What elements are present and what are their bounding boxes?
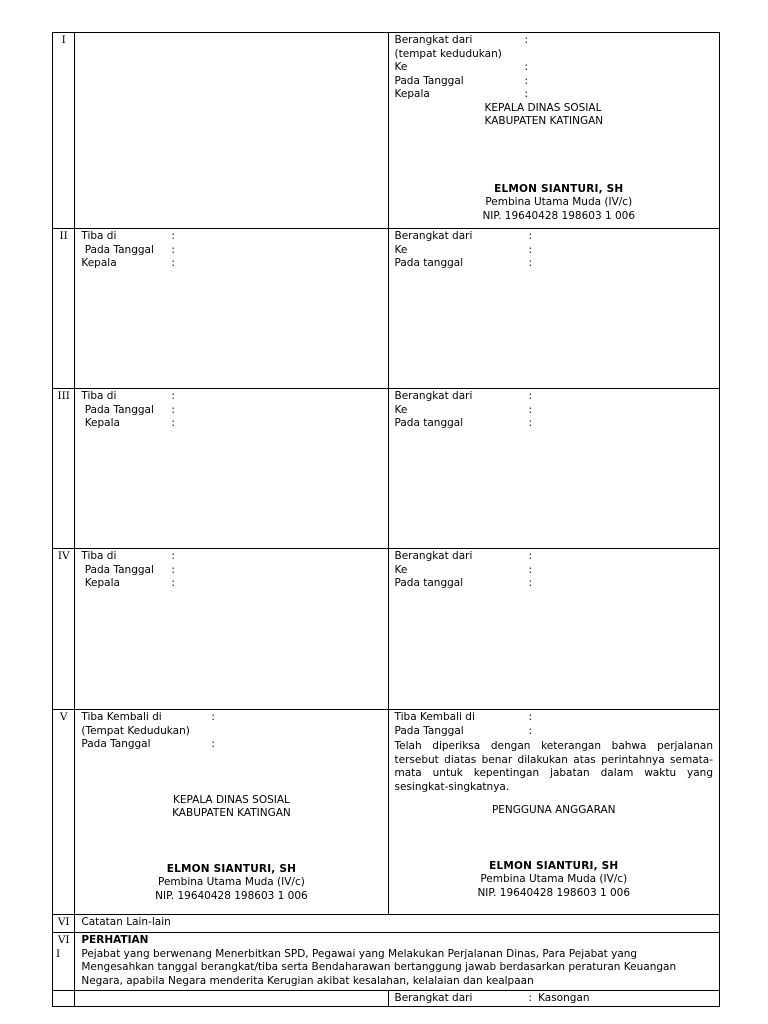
field-kepala: [395, 88, 713, 102]
signer-name: ELMON SIANTURI, SH: [494, 182, 624, 195]
row-number-line: I: [56, 947, 61, 960]
field-tiba-kembali: [81, 711, 381, 725]
verification-statement: Telah diperiksa dengan keterangan bahwa perjalanan tersebut diatas benar dilakukan atas perintahnya semata-mata untuk kepentingan jabatan dalam waktu yang sesingkat-singkatnya.: [394, 740, 713, 793]
left-cell: [75, 710, 388, 915]
field-tanggal: [395, 417, 713, 431]
signer-rank: Pembina Utama Muda (IV/c): [158, 876, 305, 888]
field-colon: :: [524, 74, 529, 87]
field-tanggal: [395, 577, 713, 591]
field-ke: [395, 564, 713, 578]
field-label: Pada Tanggal: [81, 403, 154, 416]
field-berangkat: [395, 34, 713, 48]
field-label: Berangkat dari: [394, 230, 473, 242]
left-cell-empty: [75, 33, 388, 229]
field-kepala: [81, 257, 381, 271]
office-line: KEPALA DINAS SOSIAL: [172, 793, 290, 806]
field-colon: :: [524, 88, 529, 100]
row-number: VI: [53, 915, 75, 933]
attention-text: Pejabat yang berwenang Menerbitkan SPD, Pegawai yang Melakukan Perjalanan Dinas, Para Pejabat yang Mengesahkan tanggal berangkat/tiba serta Bendaharawan bertanggung jawab berdasarkan peraturan Keuangan Negara, apabila Negara menderita Kerugian akibat kesalahan, kelalaian dan kealpaan: [81, 947, 677, 987]
signer-nip: NIP. 19640428 198603 1 006: [155, 889, 308, 902]
office-line: KABUPATEN KATINGAN: [172, 807, 291, 819]
field-label: Ke: [394, 243, 408, 256]
field-label: Pada Tanggal: [81, 738, 151, 750]
field-berangkat: [395, 390, 713, 404]
field-tanggal: [81, 404, 381, 418]
field-label: Berangkat dari: [394, 34, 473, 46]
row-iv: [53, 549, 720, 710]
field-colon: :: [528, 243, 533, 256]
right-cell: [388, 229, 719, 389]
field-berangkat: [395, 550, 713, 564]
office-title: [81, 794, 381, 821]
field-kepala: [81, 417, 381, 431]
field-label: Pada Tanggal: [394, 724, 464, 737]
field-label: Berangkat dari: [394, 992, 473, 1004]
row-number-empty: [53, 991, 75, 1007]
field-colon: :: [528, 563, 533, 576]
signer-name: ELMON SIANTURI, SH: [489, 859, 619, 872]
signer-nip: NIP. 19640428 198603 1 006: [477, 886, 631, 899]
field-tempat: (tempat kedudukan): [394, 47, 502, 60]
field-colon: :: [528, 711, 533, 723]
field-label: Kepala: [81, 577, 120, 589]
field-label: Tiba di: [81, 550, 117, 562]
field-label: Pada Tanggal: [81, 563, 154, 576]
field-colon: :: [528, 577, 533, 589]
row-number: III: [53, 389, 75, 549]
travel-order-form: [52, 32, 720, 1007]
field-label: Pada tanggal: [394, 417, 464, 429]
row-iii: [53, 389, 720, 549]
right-cell: [388, 549, 719, 710]
field-berangkat: [395, 992, 713, 1006]
field-label: Ke: [394, 61, 408, 73]
field-tiba: [81, 390, 381, 404]
field-label: Ke: [394, 563, 408, 576]
signer-name: ELMON SIANTURI, SH: [166, 862, 297, 875]
field-label: Kepala: [81, 257, 117, 269]
field-colon: :: [528, 403, 533, 416]
left-cell: [75, 229, 388, 389]
field-colon: :: [528, 724, 533, 737]
field-colon: :: [528, 257, 533, 269]
field-colon: :: [211, 711, 215, 723]
field-berangkat: [395, 230, 713, 244]
field-label: Pada tanggal: [394, 577, 464, 589]
field-label: Berangkat dari: [394, 550, 473, 562]
signature-block: [395, 860, 713, 901]
row-ii: [53, 229, 720, 389]
field-colon: :: [171, 230, 175, 242]
signer-rank: Pembina Utama Muda (IV/c): [485, 196, 633, 208]
field-tempat: (Tempat Kedudukan): [81, 724, 190, 737]
right-cell: [388, 710, 719, 915]
right-cell: [388, 389, 719, 549]
field-value: Kasongan: [538, 992, 590, 1004]
row-v: [53, 710, 720, 915]
row-i: [53, 33, 720, 229]
field-colon: :: [528, 550, 533, 562]
field-colon: :: [171, 403, 175, 416]
field-colon: :: [524, 61, 529, 73]
left-cell: [75, 389, 388, 549]
field-colon: :: [528, 417, 533, 429]
right-cell: [388, 33, 719, 229]
field-colon: :: [171, 257, 175, 269]
field-tiba: [81, 230, 381, 244]
row-number: IV: [53, 549, 75, 710]
field-colon: :: [211, 738, 215, 750]
right-cell: [388, 991, 719, 1007]
field-colon: :: [528, 992, 533, 1004]
field-tanggal: [395, 75, 713, 89]
left-cell-empty: [75, 991, 388, 1007]
signature-block: [81, 863, 381, 904]
row-number: I: [53, 33, 75, 229]
field-ke: [395, 404, 713, 418]
field-colon: :: [528, 230, 533, 242]
field-tanggal: [395, 257, 713, 271]
field-ke: [395, 61, 713, 75]
row-number: II: [53, 229, 75, 389]
left-cell: [75, 549, 388, 710]
field-ke: [395, 244, 713, 258]
field-label: Tiba Kembali di: [81, 711, 162, 723]
field-tanggal: [81, 564, 381, 578]
field-label: Kepala: [394, 88, 430, 100]
field-colon: :: [171, 563, 175, 576]
field-label: Pada Tanggal: [394, 74, 464, 87]
attention-title: PERHATIAN: [81, 934, 149, 946]
field-label: Ke: [394, 403, 408, 416]
field-tiba: [81, 550, 381, 564]
office-title: PENGGUNA ANGGARAN: [491, 804, 616, 816]
field-tanggal: [395, 725, 713, 739]
row-vi: [53, 915, 720, 933]
row-number: [53, 933, 75, 991]
field-colon: :: [171, 243, 175, 256]
field-label: Berangkat dari: [394, 390, 473, 402]
row-number-line: VI: [57, 934, 70, 946]
field-label: Pada Tanggal: [81, 243, 154, 256]
field-label: Tiba di: [81, 390, 117, 402]
field-label: Tiba di: [81, 230, 117, 242]
field-colon: :: [171, 417, 175, 429]
field-label: Tiba Kembali di: [394, 711, 475, 723]
form-table: [52, 32, 720, 1007]
field-tanggal: [81, 244, 381, 258]
field-colon: :: [171, 550, 175, 562]
office-title: [395, 102, 713, 129]
row-viii: [53, 991, 720, 1007]
signer-nip: NIP. 19640428 198603 1 006: [482, 209, 636, 222]
field-colon: :: [171, 390, 175, 402]
field-colon: :: [524, 34, 529, 46]
office-line: KEPALA DINAS SOSIAL: [484, 101, 602, 114]
field-tiba-kembali: [395, 711, 713, 725]
field-colon: :: [171, 577, 175, 589]
attention-cell: [75, 933, 720, 991]
field-kepala: [81, 577, 381, 591]
field-colon: :: [528, 390, 533, 402]
office-line: KABUPATEN KATINGAN: [484, 115, 604, 127]
row-number: V: [53, 710, 75, 915]
field-tanggal: [81, 738, 381, 752]
row-vii: [53, 933, 720, 991]
field-label: Kepala: [81, 417, 120, 429]
signature-block: [395, 183, 713, 224]
field-label: Pada tanggal: [394, 257, 464, 269]
signer-rank: Pembina Utama Muda (IV/c): [480, 873, 628, 885]
notes-cell: Catatan Lain-lain: [75, 915, 720, 933]
